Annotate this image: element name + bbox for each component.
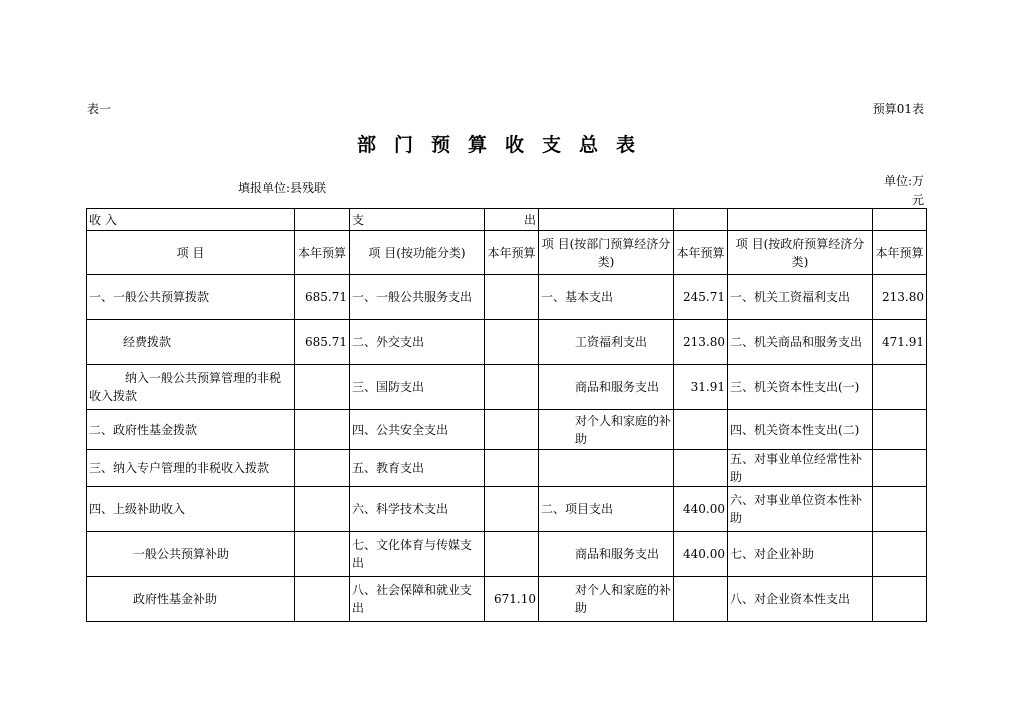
gov-group-header-blank <box>728 209 873 231</box>
income-item: 二、政府性基金拨款 <box>87 410 295 450</box>
col-func-item: 项 目(按功能分类) <box>350 231 485 275</box>
func-budget <box>485 275 539 320</box>
gov-item: 三、机关资本性支出(一) <box>728 365 873 410</box>
dept-budget <box>674 450 728 487</box>
func-budget <box>485 365 539 410</box>
gov-budget <box>873 532 927 577</box>
income-budget: 685.71 <box>295 320 350 365</box>
income-budget <box>295 532 350 577</box>
income-item: 经费拨款 <box>87 320 295 365</box>
table-row <box>87 275 927 320</box>
func-budget <box>485 450 539 487</box>
gov-budget <box>873 450 927 487</box>
dept-item: 对个人和家庭的补助 <box>539 577 674 622</box>
func-item: 五、教育支出 <box>350 450 485 487</box>
income-budget <box>295 577 350 622</box>
table-row <box>87 320 927 365</box>
income-item: 四、上级补助收入 <box>87 487 295 532</box>
func-item: 一、一般公共服务支出 <box>350 275 485 320</box>
income-budget <box>295 487 350 532</box>
table-row <box>87 532 927 577</box>
dept-item <box>539 450 674 487</box>
page-title: 部门预算收支总表 <box>356 134 653 156</box>
gov-item: 一、机关工资福利支出 <box>728 275 873 320</box>
col-dept-budget: 本年预算 <box>674 231 728 275</box>
func-budget <box>485 487 539 532</box>
dept-budget: 245.71 <box>674 275 728 320</box>
expense-group-header-right: 出 <box>485 209 539 231</box>
dept-budget: 440.00 <box>674 487 728 532</box>
table-row <box>87 365 927 410</box>
expense-group-header-left: 支 <box>350 209 485 231</box>
col-dept-item: 项 目(按部门预算经济分类) <box>539 231 674 275</box>
dept-budget <box>674 577 728 622</box>
budget-summary-table <box>86 208 927 622</box>
gov-item: 八、对企业资本性支出 <box>728 577 873 622</box>
func-item: 八、社会保障和就业支出 <box>350 577 485 622</box>
dept-group-header-blank <box>539 209 674 231</box>
func-item: 七、文化体育与传媒支出 <box>350 532 485 577</box>
dept-budget-group-header-blank <box>674 209 728 231</box>
currency-unit: 单位:万元 <box>883 174 924 207</box>
column-header-row <box>87 231 927 275</box>
dept-item: 二、项目支出 <box>539 487 674 532</box>
table-row <box>87 450 927 487</box>
income-budget: 685.71 <box>295 275 350 320</box>
table-row <box>87 577 927 622</box>
dept-budget: 440.00 <box>674 532 728 577</box>
dept-item: 商品和服务支出 <box>539 365 674 410</box>
income-item: 一、一般公共预算拨款 <box>87 275 295 320</box>
col-income-item: 项 目 <box>87 231 295 275</box>
income-item: 一般公共预算补助 <box>87 532 295 577</box>
col-func-budget: 本年预算 <box>485 231 539 275</box>
gov-budget <box>873 410 927 450</box>
func-item: 三、国防支出 <box>350 365 485 410</box>
dept-budget: 213.80 <box>674 320 728 365</box>
dept-budget <box>674 410 728 450</box>
func-budget <box>485 532 539 577</box>
gov-budget <box>873 487 927 532</box>
col-gov-item: 项 目(按政府预算经济分类) <box>728 231 873 275</box>
income-group-header: 收 入 <box>87 209 295 231</box>
form-label: 表一 <box>87 102 112 116</box>
group-header-row <box>87 209 927 231</box>
form-code: 预算01表 <box>872 102 924 116</box>
func-item: 二、外交支出 <box>350 320 485 365</box>
func-budget <box>485 410 539 450</box>
income-budget <box>295 365 350 410</box>
gov-item: 五、对事业单位经常性补助 <box>728 450 873 487</box>
func-budget <box>485 320 539 365</box>
income-budget <box>295 450 350 487</box>
dept-budget: 31.91 <box>674 365 728 410</box>
gov-budget-group-header-blank <box>873 209 927 231</box>
dept-item: 对个人和家庭的补助 <box>539 410 674 450</box>
func-budget: 671.10 <box>485 577 539 622</box>
gov-item: 四、机关资本性支出(二) <box>728 410 873 450</box>
reporting-unit: 填报单位:县残联 <box>238 181 327 195</box>
table-row <box>87 487 927 532</box>
gov-budget <box>873 365 927 410</box>
gov-budget: 213.80 <box>873 275 927 320</box>
gov-budget <box>873 577 927 622</box>
dept-item: 商品和服务支出 <box>539 532 674 577</box>
gov-item: 七、对企业补助 <box>728 532 873 577</box>
dept-item: 一、基本支出 <box>539 275 674 320</box>
func-item: 四、公共安全支出 <box>350 410 485 450</box>
func-item: 六、科学技术支出 <box>350 487 485 532</box>
dept-item: 工资福利支出 <box>539 320 674 365</box>
gov-budget: 471.91 <box>873 320 927 365</box>
gov-item: 二、机关商品和服务支出 <box>728 320 873 365</box>
income-item: 三、纳入专户管理的非税收入拨款 <box>87 450 295 487</box>
income-group-header-blank <box>295 209 350 231</box>
col-gov-budget: 本年预算 <box>873 231 927 275</box>
col-income-budget: 本年预算 <box>295 231 350 275</box>
gov-item: 六、对事业单位资本性补助 <box>728 487 873 532</box>
table-row <box>87 410 927 450</box>
income-item: 纳入一般公共预算管理的非税收入拨款 <box>87 365 295 410</box>
income-item: 政府性基金补助 <box>87 577 295 622</box>
income-budget <box>295 410 350 450</box>
